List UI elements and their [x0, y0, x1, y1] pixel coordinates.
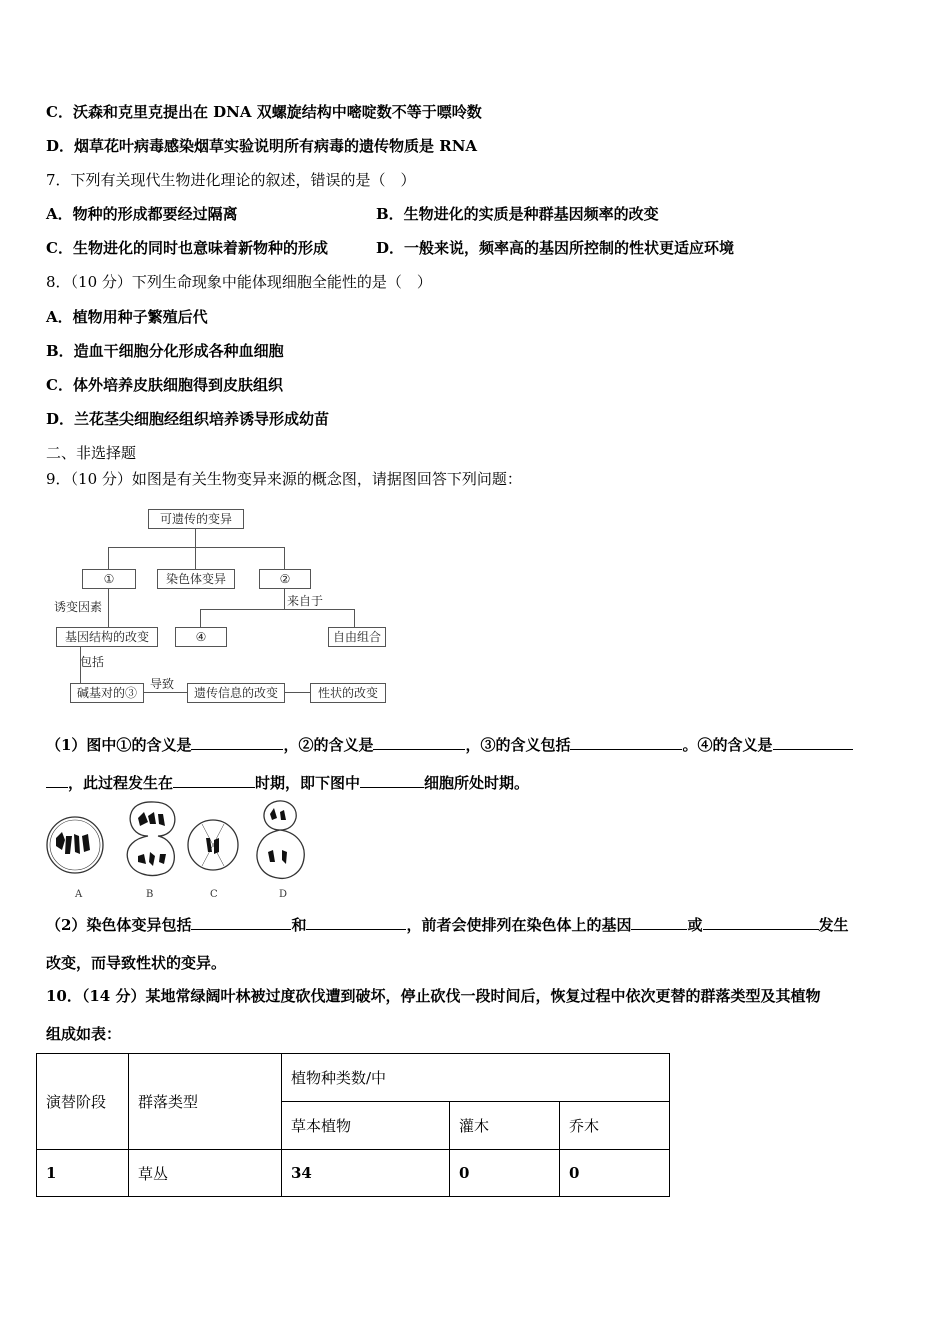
node-trait-change: 性状的改变 — [310, 683, 386, 703]
q9-p1-text-c: ，③的含义包括 — [465, 736, 571, 754]
answer-blank-4-cont[interactable] — [46, 773, 68, 788]
connector — [108, 547, 284, 548]
q9-p1-text-b: ，②的含义是 — [283, 736, 374, 754]
q6-option-c: C．沃森和克里克提出在 DNA 双螺旋结构中嘧啶数不等于嘌呤数 — [46, 103, 482, 121]
connector — [284, 589, 285, 609]
q9-p2-text-c: ，前者会使排列在染色体上的基因 — [406, 916, 632, 934]
connector — [200, 609, 201, 627]
q9-part2-line2: 改变，而导致性状的变异。 — [46, 954, 227, 972]
q9-p1-text-d: 。④的含义是 — [682, 736, 773, 754]
answer-blank-3[interactable] — [570, 735, 682, 750]
q7-option-a: A．物种的形成都要经过隔离 — [46, 205, 238, 223]
node-1: ① — [82, 569, 136, 589]
label-from: 来自于 — [287, 594, 324, 608]
answer-blank-4[interactable] — [773, 735, 853, 750]
cell-label-b: B — [146, 889, 154, 900]
header-species-count: 植物种类数/中 — [282, 1054, 670, 1102]
q9-p1-text-g: 细胞所处时期。 — [424, 774, 530, 792]
q6-option-d: D．烟草花叶病毒感染烟草实验说明所有病毒的遗传物质是 RNA — [46, 137, 478, 155]
node-chromosome-variation: 染色体变异 — [157, 569, 235, 589]
q10-stem-line2: 组成如表： — [46, 1025, 122, 1043]
cell-c-spindle — [202, 824, 224, 866]
q9-p2-text-d: 或 — [687, 916, 703, 934]
q9-p2-text-b: 和 — [291, 916, 307, 934]
node-base-pair: 碱基对的③ — [70, 683, 144, 703]
q7-option-b: B．生物进化的实质是种群基因频率的改变 — [376, 205, 659, 223]
cell-b-outline — [127, 802, 175, 876]
answer-blank-9[interactable] — [631, 915, 687, 930]
q9-p2-text-e: 发生 — [818, 916, 849, 934]
connector — [108, 547, 109, 569]
q9-part1-line1 — [46, 735, 853, 755]
cell-division-figure — [42, 800, 322, 905]
q9-p1-text-f: 时期，即下图中 — [255, 774, 361, 792]
q8-option-a: A．植物用种子繁殖后代 — [46, 308, 208, 326]
cell-herb: 34 — [282, 1150, 450, 1197]
q7-stem: 7．下列有关现代生物进化理论的叙述，错误的是（ ） — [46, 171, 416, 189]
arrow — [284, 692, 310, 693]
header-herb: 草本植物 — [282, 1102, 450, 1150]
cell-shrub: 0 — [450, 1150, 560, 1197]
cell-tree: 0 — [560, 1150, 670, 1197]
node-4: ④ — [175, 627, 227, 647]
answer-blank-10[interactable] — [703, 915, 819, 930]
q7-option-d: D．一般来说，频率高的基因所控制的性状更适应环境 — [376, 239, 735, 257]
q9-part1-line2 — [46, 773, 529, 793]
cell-label-c: C — [210, 889, 218, 900]
table-row — [37, 1150, 670, 1197]
q9-part2-line1 — [46, 915, 849, 935]
section-title: 二、非选择题 — [46, 444, 137, 462]
q8-option-c: C．体外培养皮肤细胞得到皮肤组织 — [46, 376, 283, 394]
answer-blank-6[interactable] — [360, 773, 424, 788]
connector — [354, 609, 355, 627]
arrow — [143, 692, 187, 693]
succession-table — [36, 1053, 670, 1197]
q7-option-c: C．生物进化的同时也意味着新物种的形成 — [46, 239, 328, 257]
node-2: ② — [259, 569, 311, 589]
node-free-combination: 自由组合 — [328, 627, 386, 647]
header-shrub: 灌木 — [450, 1102, 560, 1150]
connector — [108, 589, 109, 627]
cell-stage: 1 — [37, 1150, 129, 1197]
label-cause: 导致 — [150, 677, 175, 691]
q10-stem-line1: 10．（14 分）某地常绿阔叶林被过度砍伐遭到破坏，停止砍伐一段时间后，恢复过程中依次更替的群落类型及其植物 — [46, 987, 821, 1005]
node-gene-structure-change: 基因结构的改变 — [56, 627, 158, 647]
q9-p2-text-a: （2）染色体变异包括 — [46, 916, 192, 934]
node-heritable-variation: 可遗传的变异 — [148, 509, 244, 529]
q8-option-d: D．兰花茎尖细胞经组织培养诱导形成幼苗 — [46, 410, 330, 428]
connector — [195, 529, 196, 547]
label-include: 包括 — [80, 655, 105, 669]
q9-p1-text-e: ，此过程发生在 — [68, 774, 174, 792]
header-tree: 乔木 — [560, 1102, 670, 1150]
answer-blank-2[interactable] — [373, 735, 465, 750]
cell-a-chromosomes — [56, 832, 90, 854]
label-mutagen: 诱变因素 — [54, 600, 103, 614]
cell-d-chromosomes — [268, 808, 287, 864]
q9-p1-text-a: （1）图中①的含义是 — [46, 736, 192, 754]
header-community-type: 群落类型 — [129, 1054, 282, 1150]
connector — [284, 547, 285, 569]
q9-stem: 9．（10 分）如图是有关生物变异来源的概念图，请据图回答下列问题： — [46, 470, 522, 488]
q8-option-b: B．造血干细胞分化形成各种血细胞 — [46, 342, 284, 360]
cell-type: 草丛 — [129, 1150, 282, 1197]
q8-stem: 8．（10 分）下列生命现象中能体现细胞全能性的是（ ） — [46, 273, 432, 291]
answer-blank-5[interactable] — [173, 773, 255, 788]
header-stage: 演替阶段 — [37, 1054, 129, 1150]
connector — [200, 609, 354, 610]
cell-label-a: A — [75, 889, 83, 900]
cell-b-chromosomes — [138, 812, 166, 866]
answer-blank-7[interactable] — [191, 915, 291, 930]
concept-diagram — [50, 505, 400, 710]
cell-label-d: D — [279, 889, 288, 900]
connector — [195, 547, 196, 569]
node-genetic-info-change: 遗传信息的改变 — [187, 683, 285, 703]
answer-blank-1[interactable] — [191, 735, 283, 750]
answer-blank-8[interactable] — [306, 915, 406, 930]
